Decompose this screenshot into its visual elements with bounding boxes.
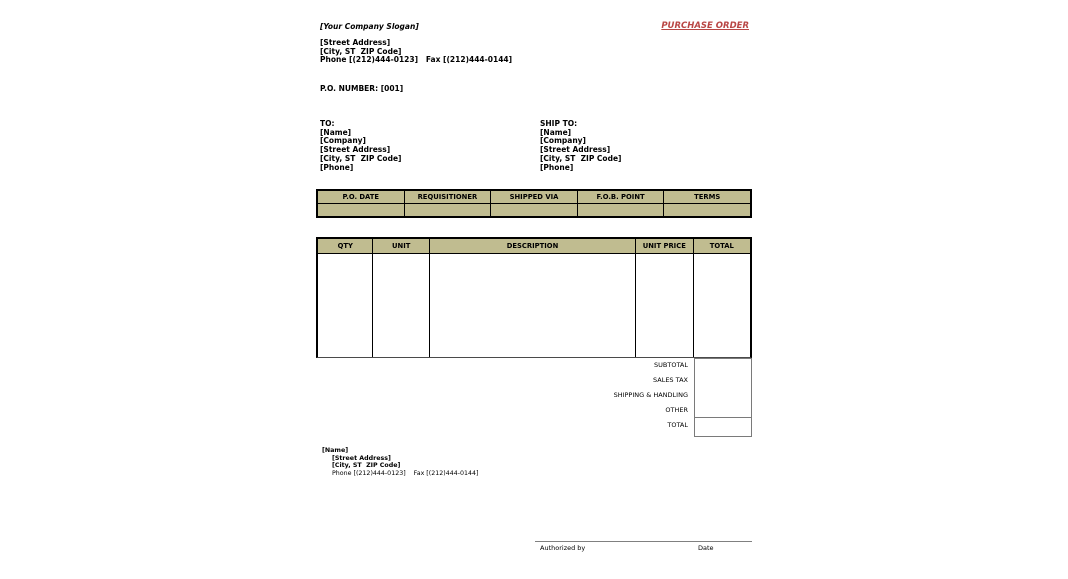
items-body-row xyxy=(318,254,750,357)
to-street: [Street Address] xyxy=(320,145,391,155)
order-info-header-terms: TERMS xyxy=(694,193,721,201)
ship-to-city: [City, ST ZIP Code] xyxy=(540,153,622,163)
items-cell-unit-price[interactable] xyxy=(636,254,693,357)
order-info-value-po-date[interactable] xyxy=(318,204,405,216)
items-cell-total[interactable] xyxy=(694,254,750,357)
order-info-value-requisitioner[interactable] xyxy=(405,204,492,216)
to-company: [Company] xyxy=(320,136,366,146)
order-info-header-row xyxy=(318,191,750,204)
totals-upper-value-box[interactable] xyxy=(694,358,752,418)
date-label: Date xyxy=(698,544,714,552)
totals-total-value-box[interactable] xyxy=(694,417,752,437)
company-city: [City, ST ZIP Code] xyxy=(320,46,402,56)
items-header-total: TOTAL xyxy=(709,242,734,250)
order-info-value-terms[interactable] xyxy=(664,204,750,216)
order-info-header-requisitioner: REQUISITIONER xyxy=(405,191,492,203)
ship-to-phone: [Phone] xyxy=(540,162,574,172)
totals-label-shipping-handling: SHIPPING & HANDLING xyxy=(613,391,688,399)
authorized-by-label: Authorized by xyxy=(540,544,586,552)
footer-phone-fax: Phone [(212)444-0123] Fax [(212)444-0144] xyxy=(332,469,479,477)
order-info-value-row xyxy=(318,204,750,216)
footer-street: [Street Address] xyxy=(332,454,391,462)
footer-city: [City, ST ZIP Code] xyxy=(332,462,401,470)
totals-section xyxy=(316,358,688,433)
items-header-description: DESCRIPTION xyxy=(430,239,636,253)
items-table xyxy=(316,237,752,358)
order-info-header-shipped-via: SHIPPED VIA xyxy=(491,191,578,203)
to-label: TO: xyxy=(320,119,335,128)
items-header-unit-price: UNIT PRICE xyxy=(636,239,693,253)
order-info-table xyxy=(316,189,752,218)
order-info-header-po-date: P.O. DATE xyxy=(318,191,405,203)
ship-to-section xyxy=(540,120,621,172)
items-cell-qty[interactable] xyxy=(318,254,373,357)
ship-to-name: [Name] xyxy=(540,127,572,137)
company-slogan: [Your Company Slogan] xyxy=(320,22,419,31)
items-header-qty: QTY xyxy=(318,239,373,253)
purchase-order-title: PURCHASE ORDER xyxy=(661,21,749,31)
to-phone: [Phone] xyxy=(320,162,354,172)
footer-name: [Name] xyxy=(322,447,349,454)
ship-to-company: [Company] xyxy=(540,136,586,146)
company-address-block xyxy=(320,39,512,65)
po-number: P.O. NUMBER: [001] xyxy=(320,84,404,93)
order-info-header-fob-point: F.O.B. POINT xyxy=(578,191,665,203)
items-cell-unit[interactable] xyxy=(373,254,429,357)
to-city: [City, ST ZIP Code] xyxy=(320,153,402,163)
to-section xyxy=(320,120,401,172)
footer-company-block xyxy=(322,447,478,477)
totals-label-total: TOTAL xyxy=(667,421,688,429)
items-header-unit: UNIT xyxy=(373,239,429,253)
signature-section xyxy=(535,541,752,555)
to-name: [Name] xyxy=(320,127,352,137)
order-info-value-shipped-via[interactable] xyxy=(491,204,578,216)
company-street: [Street Address] xyxy=(320,38,391,47)
order-info-value-fob-point[interactable] xyxy=(578,204,665,216)
totals-label-subtotal: SUBTOTAL xyxy=(654,361,688,369)
items-header-row xyxy=(318,239,750,254)
items-cell-description[interactable] xyxy=(430,254,636,357)
purchase-order-page xyxy=(316,0,753,579)
totals-label-other: OTHER xyxy=(665,406,688,414)
company-phone-fax: Phone [(212)444-0123] Fax [(212)444-0144] xyxy=(320,55,513,65)
ship-to-street: [Street Address] xyxy=(540,145,611,155)
ship-to-label: SHIP TO: xyxy=(540,119,578,128)
totals-label-sales-tax: SALES TAX xyxy=(653,376,688,384)
